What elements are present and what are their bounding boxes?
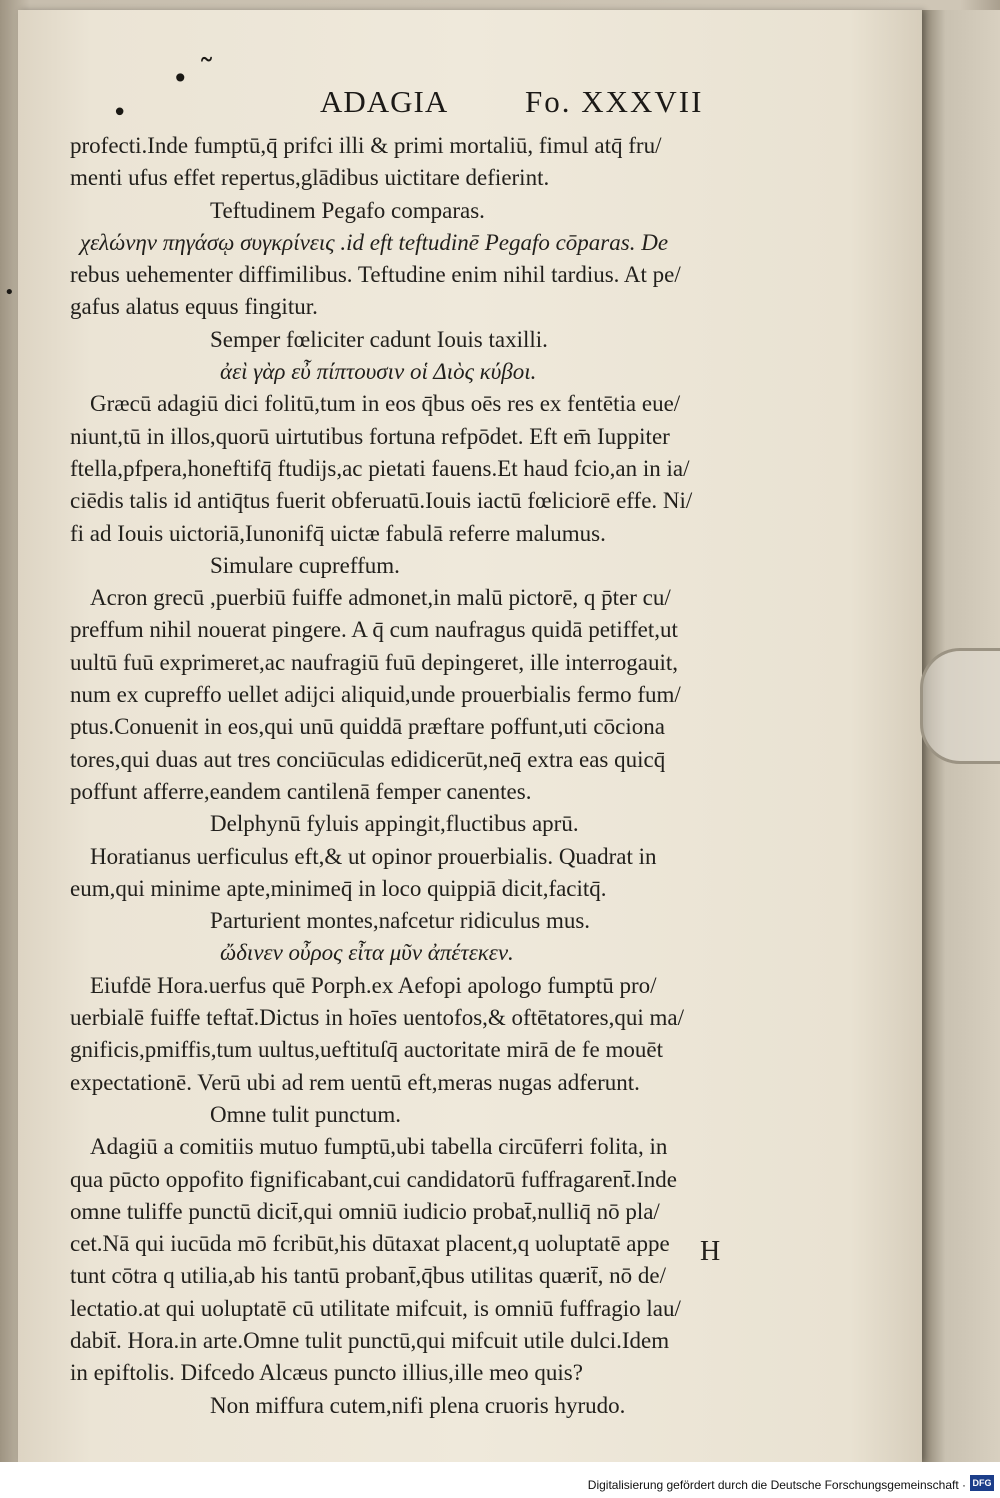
- text-line: ptus.Conuenit in eos,qui unū quiddā præftare poffunt,uti cōciona: [70, 714, 665, 740]
- adage-heading: Simulare cupreffum.: [210, 552, 400, 578]
- signature-mark: H: [700, 1236, 721, 1267]
- adage-heading: Omne tulit punctum.: [210, 1101, 402, 1127]
- text-line: poffunt afferre,eandem cantilenā femper canentes.: [70, 778, 532, 804]
- text-line: menti ufus effet repertus,glādibus uictitare defierint.: [70, 165, 550, 191]
- text-line: Adagiū a comitiis mutuo fumptū,ubi tabella circūferri folita, in: [90, 1134, 668, 1160]
- text-line: lectatio.at qui uoluptatē cū utilitate mifcuit, is omniū fuffragio lau/: [70, 1295, 681, 1321]
- text-line: niunt,tū in illos,quorū uirtutibus fortuna refpōdet. Eft em̄ Iuppiter: [70, 423, 670, 449]
- text-line: gafus alatus equus fingitur.: [70, 294, 318, 320]
- text-line: dabit̄. Hora.in arte.Omne tulit punctū,qui mifcuit utile dulci.Idem: [70, 1327, 670, 1353]
- text-line: rebus uehementer diffimilibus. Teftudine enim nihil tardius. At pe/: [70, 262, 681, 288]
- text-line: Græcū adagiū dici folitū,tum in eos q̄bus oēs res ex fentētia eue/: [90, 391, 681, 417]
- margin-dot: •: [4, 282, 15, 303]
- text-line: Horatianus uerficulus eft,& ut opinor prouerbialis. Quadrat in: [90, 843, 657, 869]
- dfg-logo: DFG: [970, 1475, 994, 1491]
- text-line: gnificis,pmiffis,tum uultus,ueftituſq̄ auctoritate mirā de fe mouēt: [70, 1037, 663, 1063]
- text-line: preffum nihil nouerat pingere. A q̄ cum naufragus quidā petiffet,ut: [70, 617, 678, 643]
- adage-heading: Non miffura cutem,nifi plena cruoris hyrudo.: [210, 1392, 626, 1418]
- text-line: qua pūcto oppofito fignificabant,cui candidatorū fuffragarent̄.Inde: [70, 1166, 677, 1192]
- text-line: eum,qui minime apte,minimeq̄ in loco quippiā dicit,facitq̄.: [70, 875, 607, 901]
- text-line: Acron grecū ,puerbiū fuiffe admonet,in malū pictorē, q p̄ter cu/: [90, 585, 671, 611]
- text-line: ciēdis talis id antiq̄tus fuerit obferuatū.Iouis iactū fœliciorē effe. Ni/: [70, 488, 693, 514]
- digitization-credit: Digitalisierung gefördert durch die Deutsche Forschungsgemeinschaft ·: [587, 1478, 966, 1492]
- text-block: [70, 130, 790, 1422]
- greek-text-line: χελώνην πηγάσῳ συγκρίνεις .id eft teftudinē Pegafo cōparas. De: [80, 229, 669, 255]
- ink-blot-top: •: [172, 62, 189, 95]
- text-line: tores,qui duas aut tres conciūculas edidicerūt,neq̄ extra eas quicq̄: [70, 746, 666, 772]
- folio-number: Fo. XXXVII: [525, 84, 704, 119]
- text-line: num ex cupreffo uellet adijci aliquid,unde prouerbialis fermo fum/: [70, 682, 681, 708]
- running-header: [320, 84, 740, 124]
- adage-heading: Delphynū fyluis appingit,fluctibus aprū.: [210, 811, 579, 837]
- running-title: ADAGIA: [320, 84, 449, 119]
- text-line: profecti.Inde fumptū,q̄ prifci illi & primi mortaliū, fimul atq̄ fru/: [70, 133, 662, 158]
- text-line: tunt cōtra q utilia,ab his tantū probant̄,q̄bus utilitas quærit̄, nō de/: [70, 1263, 667, 1289]
- text-line: ftella,pfpera,honeftifq̄ ftudijs,ac pietati fauens.Et haud fcio,an in ia/: [70, 455, 690, 481]
- greek-text-line: ἀεὶ γὰρ εὖ πίπτουσιν οἱ Διὸς κύβοι.: [220, 359, 537, 385]
- text-line: uerbialē fuiffe teftat̄.Dictus in hoīes uentofos,& oftētatores,qui ma/: [70, 1005, 685, 1031]
- text-line: Eiufdē Hora.uerfus quē Porph.ex Aefopi apologo fumptū pro/: [90, 972, 657, 998]
- text-line: fi ad Iouis uictoriā,Iunonifq̄ uictæ fabulā referre malumus.: [70, 520, 606, 546]
- greek-text-line: ὤδινεν οὖρος εἶτα μῦν ἀπέτεκεν.: [220, 940, 514, 966]
- ink-blot-left: •: [112, 98, 128, 128]
- text-line: in epiftolis. Difcedo Alcæus puncto illius,ille meo quis?: [70, 1360, 583, 1386]
- text-line: cet.Nā qui iucūda mō fcribūt,his dūtaxat placent,q uoluptatē appe: [70, 1231, 670, 1257]
- text-line: uultū fuū exprimeret,ac naufragiū fuū depingeret, ille interrogauit,: [70, 649, 678, 675]
- text-line: omne tuliffe punctū dicit̄,qui omniū iudicio probat̄,nulliq̄ nō pla/: [70, 1198, 660, 1224]
- ink-stroke-top: ˜: [198, 52, 215, 92]
- adage-heading: Parturient montes,nafcetur ridiculus mus.: [210, 908, 591, 934]
- adage-heading: Semper fœliciter cadunt Iouis taxilli.: [210, 326, 548, 352]
- page-clip: [920, 648, 1000, 764]
- adage-heading: Teftudinem Pegafo comparas.: [210, 197, 485, 223]
- text-line: expectationē. Verū ubi ad rem uentū eft,meras nugas adferunt.: [70, 1069, 640, 1095]
